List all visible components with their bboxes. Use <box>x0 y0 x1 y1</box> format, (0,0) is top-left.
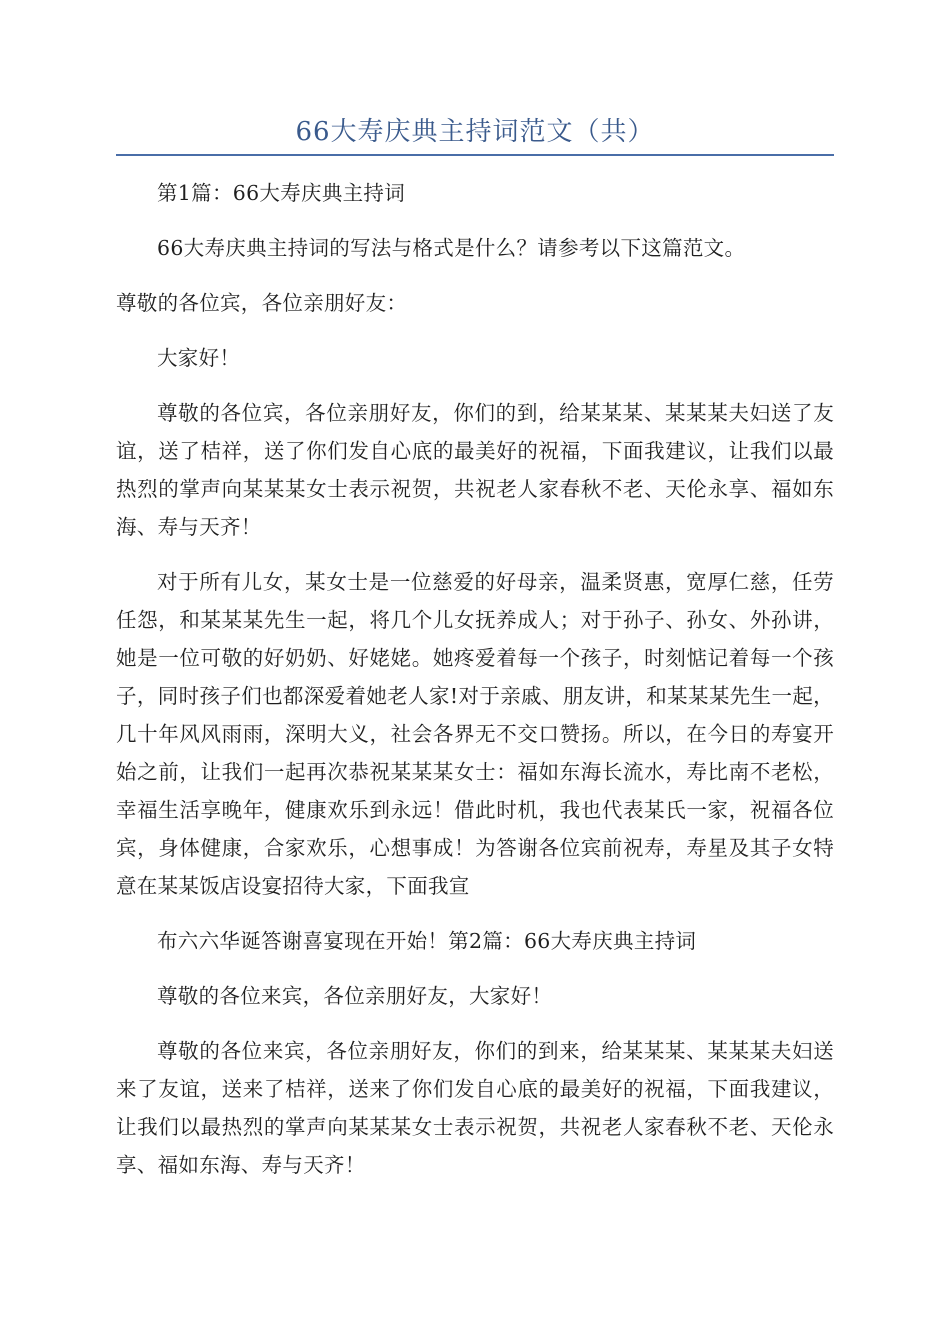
paragraph-5: 尊敬的各位宾，各位亲朋好友，你们的到，给某某某、某某某夫妇送了友谊，送了桔祥，送了你们发自心底的最美好的祝福，下面我建议，让我们以最热烈的掌声向某某某女士表示祝贺，共祝老人家春秋不老、天伦永享、福如东海、寿与天齐！ <box>116 401 834 539</box>
paragraph-4: 大家好！ <box>157 346 241 370</box>
paragraph-7: 布六六华诞答谢喜宴现在开始！第2篇：66大寿庆典主持词 <box>157 929 697 953</box>
paragraph-3: 尊敬的各位宾，各位亲朋好友： <box>116 291 408 315</box>
paragraph-1: 第1篇：66大寿庆典主持词 <box>157 181 406 205</box>
document-page <box>116 112 834 1201</box>
paragraph-6: 对于所有儿女，某女士是一位慈爱的好母亲，温柔贤惠，宽厚仁慈，任劳任怨，和某某某先生一起，将几个儿女抚养成人；对于孙子、孙女、外孙讲，她是一位可敬的好奶奶、好姥姥。她疼爱着每一个孩子，时刻惦记着每一个孩子，同时孩子们也都深爱着她老人家!对于亲戚、朋友讲，和某某某先生一起，几十年风风雨雨，深明大义，社会各界无不交口赞扬。所以，在今日的寿宴开始之前，让我们一起再次恭祝某某某女士：福如东海长流水，寿比南不老松，幸福生活享晚年，健康欢乐到永远！借此时机，我也代表某氏一家，祝福各位宾，身体健康，合家欢乐，心想事成！为答谢各位宾前祝寿，寿星及其子女特意在某某饭店设宴招待大家，下面我宣 <box>116 570 834 898</box>
paragraph-9: 尊敬的各位来宾，各位亲朋好友，你们的到来，给某某某、某某某夫妇送来了友谊，送来了桔祥，送来了你们发自心底的最美好的祝福，下面我建议，让我们以最热烈的掌声向某某某女士表示祝贺，共祝老人家春秋不老、天伦永享、福如东海、寿与天齐！ <box>116 1039 834 1177</box>
document-title: 66大寿庆典主持词范文（共） <box>295 117 655 147</box>
title-underline <box>116 154 834 156</box>
paragraph-2: 66大寿庆典主持词的写法与格式是什么？请参考以下这篇范文。 <box>157 236 746 260</box>
paragraph-8: 尊敬的各位来宾，各位亲朋好友，大家好！ <box>157 984 553 1008</box>
